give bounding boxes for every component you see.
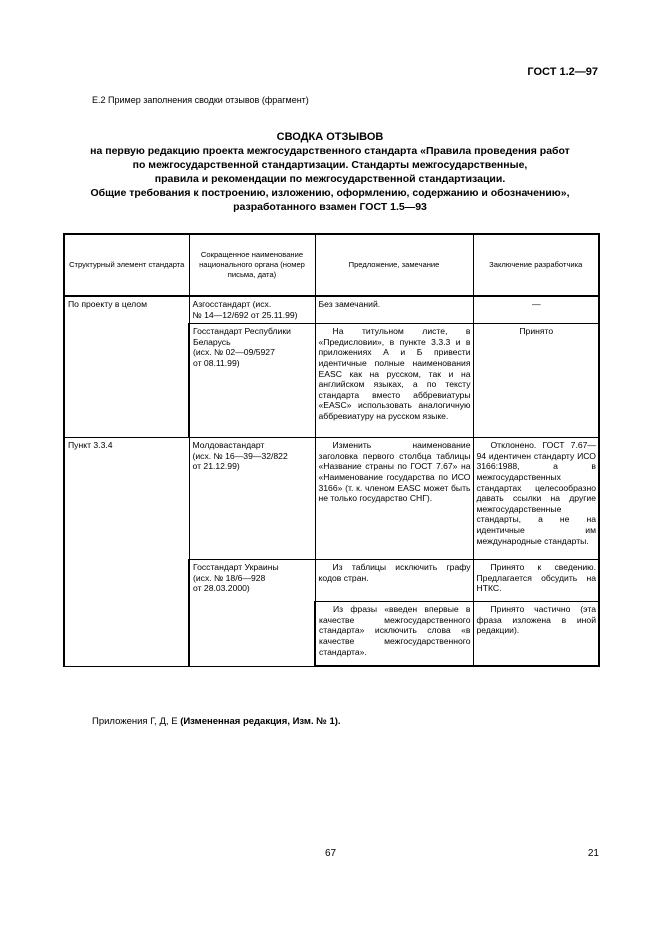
cell-conclusion: Отклонено. ГОСТ 7.67—94 идентичен стандарту ИСО 3166:1988, а в межгосударственных стандартах целесообразно давать ссылки на другие межгосударственные стандарты, а не на идентичные им международные стандарты. [473,438,599,560]
cell-conclusion: Принято частично (эта фраза изложена в иной редакции). [473,602,599,667]
standard-header: ГОСТ 1.2—97 [527,66,598,78]
header-proposal: Предложение, замечание [315,234,473,296]
cell-proposal: Без замечаний. [315,296,473,324]
title-line: правила и рекомендации по межгосударственной стандартизации. [154,173,506,185]
title-main: СВОДКА ОТЗЫВОВ [276,131,384,143]
header-structural-element: Структурный элемент стандарта [64,234,189,296]
table-header-row [64,234,599,296]
title-line: разработанного взамен ГОСТ 1.5—93 [233,201,427,213]
cell-conclusion: Принято [473,324,599,438]
title-line: на первую редакцию проекта межгосударственного стандарта «Правила проведения работ [90,145,570,157]
page-number-center: 67 [325,848,337,859]
title-line: по межгосударственной стандартизации. Стандарты межгосударственные, [132,159,528,171]
cell-organ: Госстандарт Украины (исх. № 18/6—928 от 28.03.2000) [189,560,315,667]
cell-proposal: Из таблицы исключить графу кодов стран. [315,560,473,602]
cell-proposal: Изменить наименование заголовка первого столбца таблицы «Название страны по ГОСТ 7.67» на «Наименование государства по ИСО 3166» (т. к. членом EASC может быть не только государство СНГ). [315,438,473,560]
appendix-note-text: Приложения Г, Д, Е [92,716,178,727]
cell-proposal: Из фразы «введен впервые в качестве межгосударственного стандарта» исключить слова «в качестве межгосударственного стандарта». [315,602,473,667]
cell-element: По проекту в целом [64,296,189,438]
title-line: Общие требования к построению, изложению, оформлению, содержанию и обозначению», [90,187,570,199]
cell-element: Пункт 3.3.4 [64,438,189,667]
header-developer-conclusion: Заключение разработчика [473,234,599,296]
review-summary-table [63,233,600,667]
page-number-right: 21 [587,848,599,859]
cell-organ: Азгосстандарт (исх. № 14—12/692 от 25.11.99) [189,296,315,324]
amendment-label: (Измененная редакция, Изм. № 1). [180,716,341,727]
section-caption: Е.2 Пример заполнения сводки отзывов (фрагмент) [92,95,309,105]
cell-organ: Госстандарт Республики Беларусь (исх. № 02—09/5927 от 08.11.99) [189,324,315,438]
cell-organ: Молдовастандарт (исх. № 16—39—32/822 от 21.12.99) [189,438,315,560]
appendix-note [92,716,341,727]
table-row [64,438,599,560]
cell-proposal: На титульном листе, в «Предисловии», в пункте 3.3.3 и в приложениях А и Б привести идентичные полные наименования EASC как на русском, так и на английском языках, а по тексту стандарта вместо аббревиатуры «EASC» использовать аналогичную аббревиатуру на русском языке. [315,324,473,438]
cell-conclusion: Принято к сведению. Предлагается обсудить на НТКС. [473,560,599,602]
cell-conclusion: — [473,296,599,324]
document-title [62,130,598,214]
table-row [64,296,599,324]
header-national-organ: Сокращенное наименование национального органа (номер письма, дата) [189,234,315,296]
